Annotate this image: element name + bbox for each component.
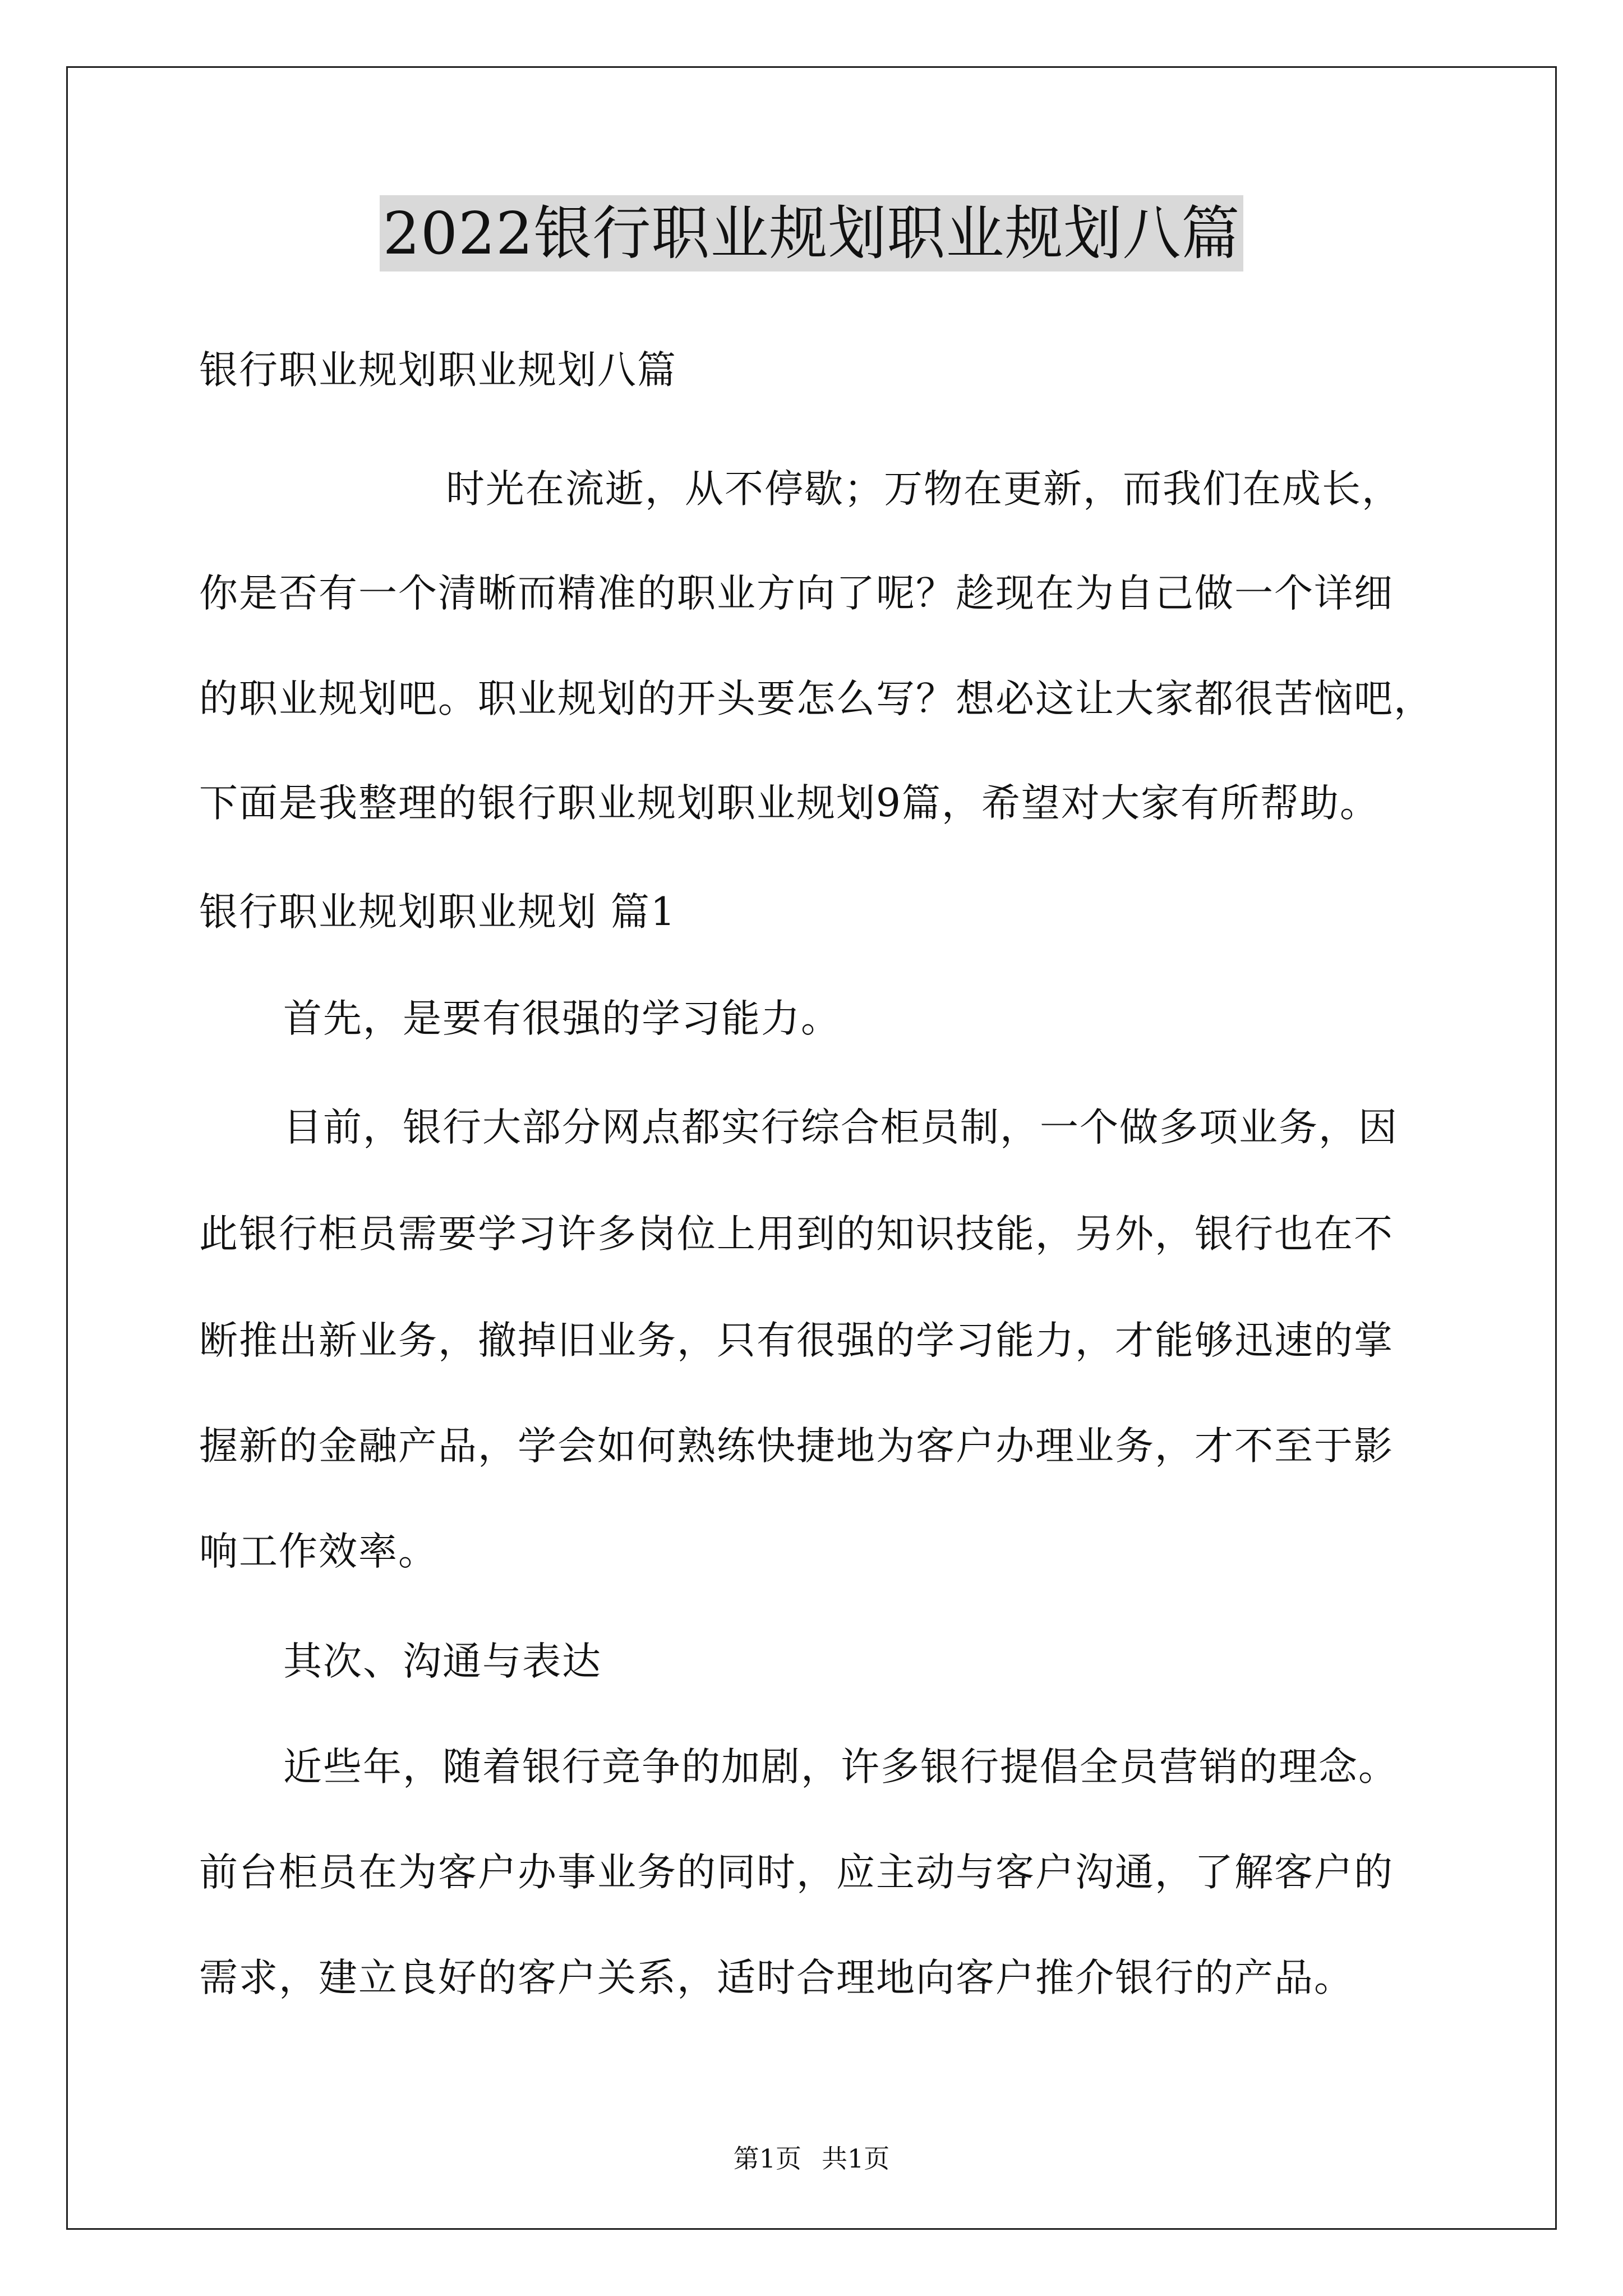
paragraph-line: 时光在流逝，从不停歇；万物在更新，而我们在成长， xyxy=(446,467,1401,512)
paragraph-line: 的职业规划吧。职业规划的开头要怎么写？想必这让大家都很苦恼吧， xyxy=(199,677,1433,721)
paragraph-line: 近些年，随着银行竞争的加剧，许多银行提倡全员营销的理念。 xyxy=(283,1745,1398,1789)
title-container xyxy=(0,195,1623,272)
sub-heading: 其次、沟通与表达 xyxy=(283,1639,602,1684)
page-number-total: 共1页 xyxy=(822,2143,890,2174)
paragraph-line: 下面是我整理的银行职业规划职业规划9篇，希望对大家有所帮助。 xyxy=(199,781,1380,826)
paragraph-line: 前台柜员在为客户办事业务的同时，应主动与客户沟通，了解客户的 xyxy=(199,1850,1394,1895)
page-footer xyxy=(0,2142,1623,2175)
paragraph-line: 响工作效率。 xyxy=(199,1529,438,1574)
paragraph-line: 首先，是要有很强的学习能力。 xyxy=(283,996,841,1041)
document-title: 2022银行职业规划职业规划八篇 xyxy=(380,195,1244,272)
paragraph-line: 银行职业规划职业规划八篇 xyxy=(199,348,677,393)
paragraph-line: 握新的金融产品，学会如何熟练快捷地为客户办理业务，才不至于影 xyxy=(199,1424,1394,1469)
paragraph-line: 此银行柜员需要学习许多岗位上用到的知识技能，另外，银行也在不 xyxy=(199,1212,1394,1257)
paragraph-line: 你是否有一个清晰而精准的职业方向了呢？趁现在为自己做一个详细 xyxy=(199,571,1394,616)
paragraph-line: 断推出新业务，撤掉旧业务，只有很强的学习能力，才能够迅速的掌 xyxy=(199,1318,1394,1363)
section-heading: 银行职业规划职业规划 篇1 xyxy=(199,890,676,935)
paragraph-line: 需求，建立良好的客户关系，适时合理地向客户推介银行的产品。 xyxy=(199,1955,1354,2000)
page-number-current: 第1页 xyxy=(733,2143,801,2174)
paragraph-line: 目前，银行大部分网点都实行综合柜员制，一个做多项业务，因 xyxy=(283,1105,1398,1150)
